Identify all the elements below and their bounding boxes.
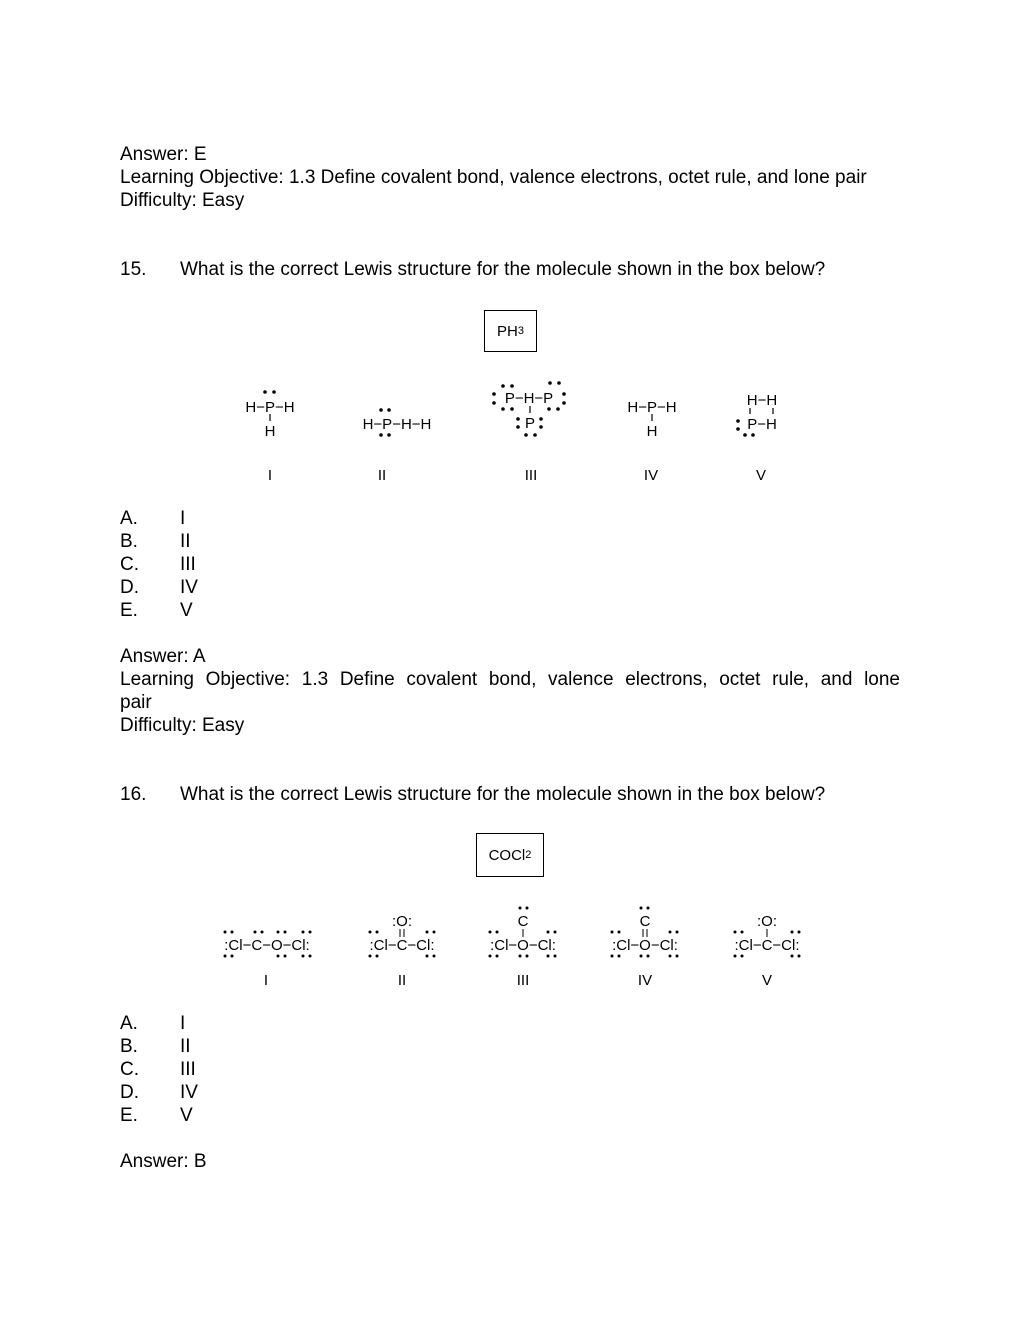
structure-q16-i-main: :Cl−C−O−Cl:	[224, 937, 310, 954]
option-value: II	[180, 531, 191, 552]
option-letter: A.	[120, 1013, 138, 1034]
structure-q16-iii-label: III	[516, 972, 530, 989]
answer-16: Answer: B	[120, 1151, 207, 1172]
structure-q16-iv-main: :Cl−O−Cl:	[612, 937, 678, 954]
option-letter: B.	[120, 531, 138, 552]
option-value: III	[180, 1059, 196, 1080]
question-15-number: 15.	[120, 259, 147, 280]
structure-q16-ii-main: :Cl−C−Cl:	[369, 937, 435, 954]
structure-iii-below: P	[524, 415, 536, 432]
question-15-text: What is the correct Lewis structure for the molecule shown in the box below?	[180, 259, 826, 280]
structure-i-below: H	[264, 423, 276, 440]
learning-objective-15-line1: Learning Objective: 1.3 Define covalent bond, valence electrons, octet rule, and lone	[120, 669, 900, 690]
structure-iii-main: P−H−P	[504, 390, 554, 407]
formula-text: COCl	[488, 846, 526, 864]
structure-q16-ii-label: II	[397, 972, 407, 989]
learning-objective-14: Learning Objective: 1.3 Define covalent bond, valence electrons, octet rule, and lone pair	[120, 167, 867, 188]
formula-text: PH	[497, 322, 518, 340]
structure-q16-iv-label: IV	[637, 972, 653, 989]
lewis-structure-q16-i	[224, 931, 312, 990]
formula-box-ph3: PH 3	[484, 310, 537, 352]
structure-q16-i-label: I	[263, 972, 269, 989]
option-letter: B.	[120, 1036, 138, 1057]
structure-i-label: I	[267, 467, 273, 484]
difficulty-14: Difficulty: Easy	[120, 190, 245, 211]
option-value: I	[180, 508, 186, 529]
structure-iv-below: H	[646, 423, 658, 440]
structure-iv-label: IV	[643, 467, 659, 484]
option-value: IV	[180, 1082, 198, 1103]
lewis-structure-q16-iv	[611, 907, 679, 990]
option-letter: C.	[120, 1059, 139, 1080]
structure-q16-ii-top: :O:	[391, 913, 413, 930]
structure-i-main: H−P−H	[245, 399, 295, 416]
option-letter: E.	[120, 600, 138, 621]
answer-14: Answer: E	[120, 144, 207, 165]
structure-iv-main: H−P−H	[627, 399, 677, 416]
structure-v-label: V	[755, 467, 767, 484]
formula-box-cocl2: COCl 2	[476, 833, 544, 877]
option-letter: C.	[120, 554, 139, 575]
option-value: I	[180, 1013, 186, 1034]
question-16-text: What is the correct Lewis structure for the molecule shown in the box below?	[180, 784, 826, 805]
structure-iii-label: III	[524, 467, 538, 484]
structure-q16-iii-top: C	[517, 913, 529, 930]
option-value: III	[180, 554, 196, 575]
option-letter: D.	[120, 1082, 139, 1103]
structure-q16-iv-top: C	[639, 913, 651, 930]
structure-ii-label: II	[377, 467, 387, 484]
option-value: II	[180, 1036, 191, 1057]
option-value: V	[180, 1105, 193, 1126]
option-letter: E.	[120, 1105, 138, 1126]
structure-q16-v-label: V	[761, 972, 773, 989]
structure-v-main: P−H	[747, 416, 777, 433]
structure-ii-main: H−P−H−H	[362, 416, 432, 433]
structure-q16-v-main: :Cl−C−Cl:	[734, 937, 800, 954]
question-16-number: 16.	[120, 784, 147, 805]
lewis-structure-q16-iii	[489, 907, 557, 990]
answer-15: Answer: A	[120, 646, 206, 667]
difficulty-15: Difficulty: Easy	[120, 715, 245, 736]
option-value: IV	[180, 577, 198, 598]
structure-v-top: H−H	[746, 392, 778, 409]
option-letter: D.	[120, 577, 139, 598]
structure-q16-iii-main: :Cl−O−Cl:	[490, 937, 556, 954]
learning-objective-15-line2: pair	[120, 692, 152, 713]
option-value: V	[180, 600, 193, 621]
lewis-structure-q16-ii	[369, 913, 436, 989]
option-letter: A.	[120, 508, 138, 529]
lewis-structure-q16-v	[734, 913, 801, 989]
structure-q16-v-top: :O:	[756, 913, 778, 930]
